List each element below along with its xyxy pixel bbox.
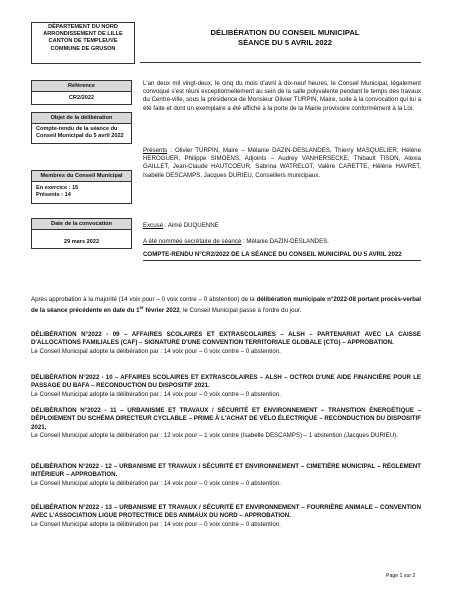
deliberation-vote: Le Conseil Municipal adopte la délibération par : 14 voix pour – 0 voix contre – 0 abstention.: [31, 479, 281, 487]
convocation-heading: Date de la convocation: [32, 219, 131, 230]
department-line: DÉPARTEMENT DU NORD: [48, 24, 118, 30]
page-number: Page 1 sur 2: [386, 573, 416, 579]
presents-count: Présents : 14: [36, 192, 71, 199]
en-exercice-count: En exercice : 15: [36, 185, 79, 191]
intro-paragraph: L'an deux mil vingt-deux, le cinq du mois d'avril à dix-neuf heures, le Conseil Municipal, légalement convoqué s'est réuni exceptionnellement au sein de la salle polyvalente pendant le temps des travaux du Centre-ville, sous la présidence de Monsieur Olivier TURPIN, Maire, suite à la convocation qui lui a été faite et dont un exemplaire a été affiché à la porte de la Mairie provisoire conformément à la Loi.: [143, 80, 421, 112]
document-title: [165, 28, 405, 48]
canton-line: CANTON DE TEMPLEUVE: [48, 38, 118, 45]
objet-box: [31, 112, 132, 144]
presents-paragraph: [143, 147, 421, 180]
approval-paragraph: [31, 296, 421, 316]
excuse-label: Excusé: [143, 222, 164, 229]
excuse-name: : Aimé DUQUENNE: [163, 222, 219, 229]
approval-sup: er: [139, 305, 144, 311]
membres-box: [31, 170, 132, 204]
deliberation-item: [31, 331, 421, 356]
convocation-box: [31, 218, 132, 249]
deliberation-item: [31, 504, 421, 529]
compte-rendu-title: COMPTE-RENDU N°CR2/2022 DE LA SÉANCE DU CONSEIL MUNICIPAL DU 5 AVRIL 2022: [143, 251, 421, 261]
approval-bold-2: février 2022: [143, 307, 180, 315]
objet-heading: Objet de la délibération: [32, 113, 131, 124]
approval-text-1: Après approbation à la majorité (14 voix pour – 0 voix contre – 0 abstention) de la: [31, 296, 257, 303]
secretaire-name: : Mélanie DAZIN-DESLANDES.: [241, 238, 330, 245]
membres-heading: Membres du Conseil Municipal: [32, 171, 131, 182]
administrative-header-box: [31, 22, 135, 64]
deliberation-vote: Le Conseil Municipal adopte la délibération par : 14 voix pour – 0 voix contre – 0 abstention.: [31, 520, 281, 528]
objet-value: Compte-rendu de la séance du Conseil Municipal du 5 avril 2022: [36, 126, 124, 140]
arrondissement-line: ARRONDISSEMENT DE LILLE: [43, 31, 123, 38]
deliberation-item: [31, 463, 421, 488]
deliberation-item: [31, 407, 421, 441]
secretaire-line: [143, 238, 421, 246]
title-divider: [140, 62, 421, 63]
presents-label: Présents: [143, 147, 168, 154]
commune-line: COMMUNE DE GRUSON: [50, 45, 116, 52]
deliberation-title: DÉLIBÉRATION N°2022 - 13 – URBANISME ET TRAVAUX / SÉCURITÉ ET ENVIRONNEMENT – FOURRIÈRE ANIMALE – CONVENTION AVEC L'ASSOCIATION LIGUE PROTECTRICE DES ANIMAUX DU NORD – APPROBATION.: [31, 504, 421, 520]
deliberation-item: [31, 374, 421, 399]
reference-heading: Référence: [32, 81, 131, 92]
approval-bold: délibération municipale n°2022-08 portant procès-verbal de la séance précédente en date du 1: [31, 296, 421, 315]
approval-text-2: , le Conseil Municipal passe à l'ordre du jour.: [179, 307, 302, 315]
convocation-date: 29 mars 2022: [63, 239, 100, 245]
reference-value: CR2/2022: [68, 95, 95, 101]
deliberation-title: DÉLIBÉRATION N°2022 - 10 – AFFAIRES SCOLAIRES ET EXTRASCOLAIRES – ALSH – OCTROI D'UNE AIDE FINANCIÈRE POUR LE PASSAGE DU BAFA – RECONDUCTION DU DISPOSITIF 2021.: [31, 374, 421, 390]
title-line-2: SÉANCE DU 5 AVRIL 2022: [238, 38, 332, 47]
title-line-1: DÉLIBÉRATION DU CONSEIL MUNICIPAL: [210, 28, 360, 37]
deliberation-title: DÉLIBÉRATION N°2022 - 11 – URBANISME ET TRAVAUX / SÉCURITÉ ET ENVIRONNEMENT – TRANSITION ÉNERGÉTIQUE – DÉPLOIEMENT DU SCHÉMA DIRECTEUR CYCLABLE – PRIME À L'ACHAT DE VÉLO ÉLECTRIQUE – RECONDUCTION DU DISPOSITIF 2021.: [31, 407, 421, 431]
deliberation-vote: Le Conseil Municipal adopte la délibération par : 14 voix pour – 0 voix contre – 0 abstention.: [31, 347, 281, 355]
deliberation-vote: Le Conseil Municipal adopte la délibération par : 14 voix pour – 0 voix contre – 0 abstention.: [31, 390, 281, 398]
excuse-line: [143, 222, 421, 230]
presents-list: : Olivier TURPIN, Maire – Mélanie DAZIN-DESLANDES, Thierry MASQUELIER, Hélène HEROGUER, Philippe SIMOENS, Adjoints – Audrey VANHERSECKE, Thibault TISON, Alexia GAILLET, Jean-Claude HAUTCOEUR, Sabrina WATRELOT, Valère CARETTE, Hélène HAVRET, Isabelle DESCAMPS, Jacques DURIEU, Conseillers municipaux.: [143, 147, 421, 179]
deliberation-title: DÉLIBÉRATION N°2022 - 12 – URBANISME ET TRAVAUX / SÉCURITÉ ET ENVIRONNEMENT – CIMETIÈRE MUNICIPAL – RÈGLEMENT INTÉRIEUR – APPROBATION.: [31, 463, 421, 479]
reference-box: [31, 80, 132, 105]
deliberation-title: DÉLIBÉRATION N°2022 - 09 – AFFAIRES SCOLAIRES ET EXTRASCOLAIRES – ALSH – PARTENARIAT AVEC LA CAISSE D'ALLOCATIONS FAMILIALES (CAF) – SIGNATURE D'UNE CONVENTION TERRITORIALE GLOBALE (CTG) – APPROBATION.: [31, 331, 421, 347]
secretaire-label: A été nommée secrétaire de séance: [143, 238, 242, 245]
deliberation-vote: Le Conseil Municipal adopte la délibération par : 12 voix pour – 1 voix contre (Isabelle DESCAMPS) – 1 abstention (Jacques DURIEU).: [31, 432, 398, 440]
